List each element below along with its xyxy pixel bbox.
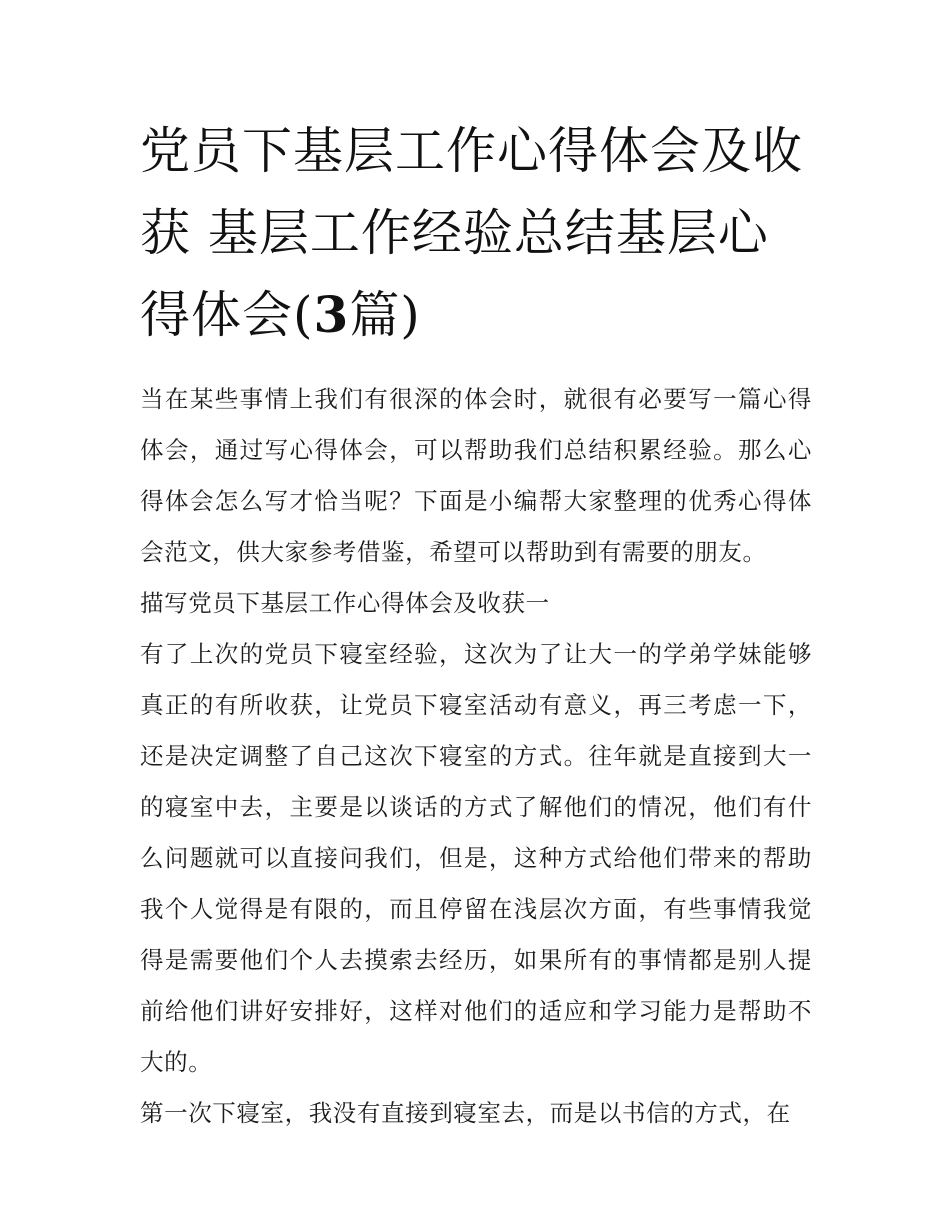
document-body xyxy=(140,110,812,1139)
intro-paragraph: 当在某些事情上我们有很深的体会时，就很有必要写一篇心得体会，通过写心得体会，可以帮助我们总结积累经验。那么心得体会怎么写才恰当呢？下面是小编帮大家整理的优秀心得体会范文，供大家参考借鉴，希望可以帮助到有需要的朋友。 xyxy=(140,385,812,566)
body-paragraph-continued: 第一次下寝室，我没有直接到寝室去，而是以书信的方式，在 xyxy=(140,1099,791,1127)
section-heading: 描写党员下基层工作心得体会及收获一 xyxy=(140,589,550,617)
document-title: 党员下基层工作心得体会及收获 基层工作经验总结基层心得体会(3篇) xyxy=(140,122,803,344)
body-paragraph: 有了上次的党员下寝室经验，这次为了让大一的学弟学妹能够真正的有所收获，让党员下寝室活动有意义，再三考虑一下，还是决定调整了自己这次下寝室的方式。往年就是直接到大一的寝室中去，主要是以谈话的方式了解他们的情况，他们有什么问题就可以直接问我们，但是，这种方式给他们带来的帮助我个人觉得是有限的，而且停留在浅层次方面，有些事情我觉得是需要他们个人去摸索去经历，如果所有的事情都是别人提前给他们讲好安排好，这样对他们的适应和学习能力是帮助不大的。 xyxy=(140,640,812,1076)
